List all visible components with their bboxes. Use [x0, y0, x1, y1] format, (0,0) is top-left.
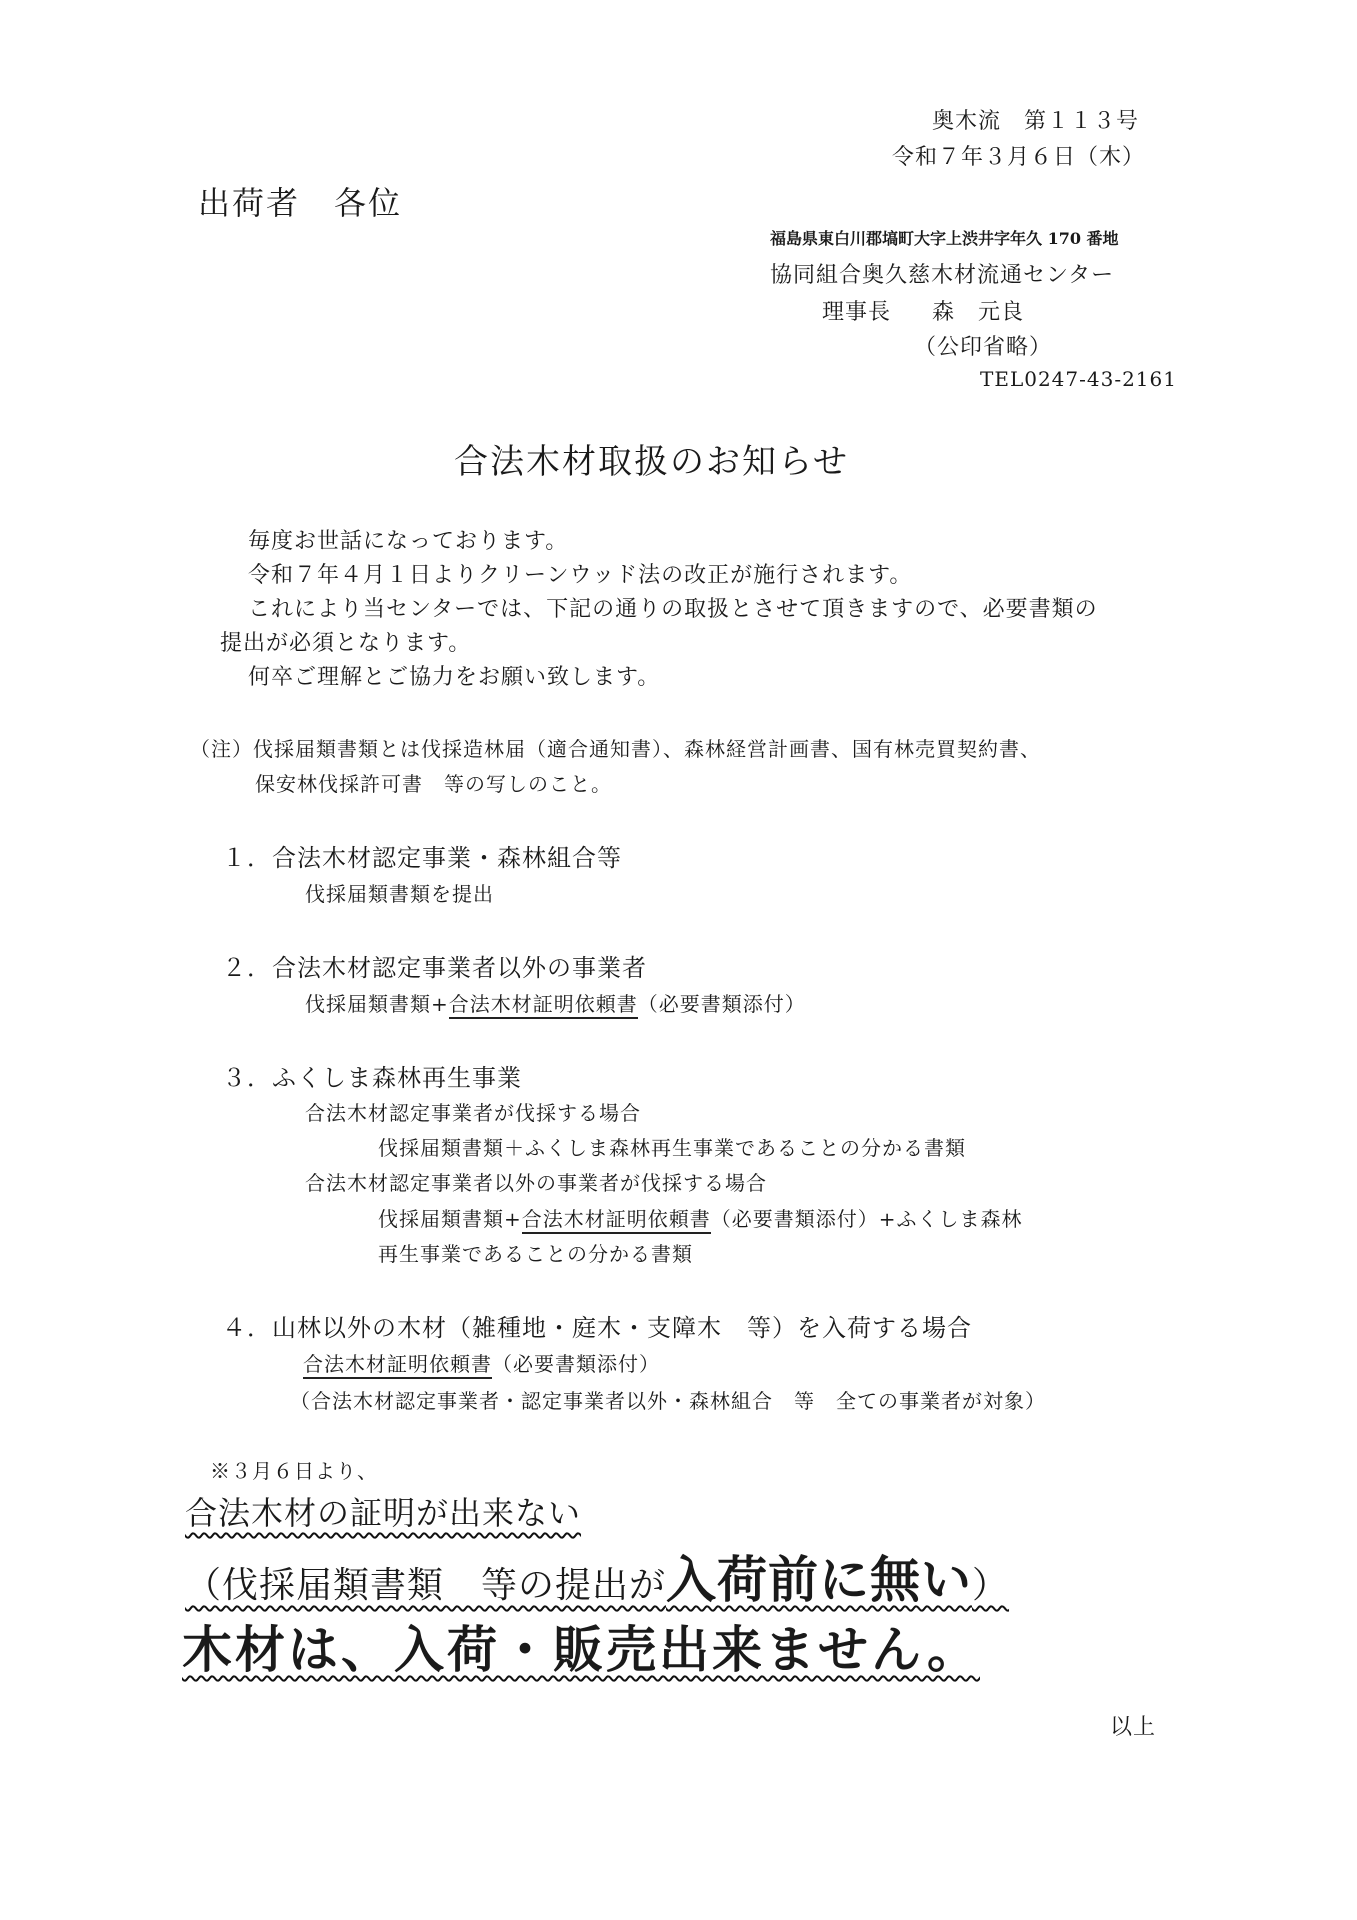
warning-emphasis: 入荷前に無い: [666, 1550, 973, 1609]
item-3-case-2: 合法木材認定事業者以外の事業者が伐採する場合: [305, 1171, 767, 1195]
item-3-form-name: 合法木材証明依頼書: [522, 1207, 711, 1234]
item-3-case-1-detail: 伐採届類書類＋ふくしま森林再生事業であることの分かる書類: [378, 1136, 966, 1160]
item-3-case-2-detail: [378, 1203, 1023, 1232]
chair-name: 森 元良: [932, 300, 1025, 325]
item-3-case-2-post: （必要書類添付）+ふくしま森林: [710, 1207, 1023, 1231]
closing: 以上: [1110, 1715, 1157, 1740]
item-2-heading: ２．合法木材認定事業者以外の事業者: [222, 954, 647, 982]
sender-address: 福島県東白川郡塙町大字上渋井字年久 170 番地: [770, 229, 1119, 248]
note-line-2: 保安林伐採許可書 等の写しのこと。: [255, 772, 612, 796]
intro-line-3: これにより当センターでは、下記の通りの取扱とさせて頂きますので、必要書類の: [248, 597, 1098, 622]
phone-number: TEL0247-43-2161: [980, 367, 1177, 391]
note-line-1: （注）伐採届類書類とは伐採造林届（適合通知書）、森林経営計画書、国有林売買契約書、: [190, 737, 1041, 761]
item-1-detail: 伐採届類書類を提出: [305, 882, 494, 906]
issue-date: 令和７年３月６日（木）: [891, 145, 1145, 170]
warning-effective-date: ※３月６日より、: [210, 1459, 378, 1483]
item-2-form-name: 合法木材証明依頼書: [449, 992, 638, 1019]
intro-line-2: 令和７年４月１日よりクリーンウッド法の改正が施行されます。: [248, 563, 913, 588]
item-4-detail-post: （必要書類添付）: [492, 1352, 660, 1376]
intro-line-1: 毎度お世話になっております。: [248, 529, 569, 554]
warning-line-1: 合法木材の証明が出来ない: [185, 1494, 582, 1532]
item-2-detail-post: （必要書類添付）: [637, 992, 806, 1016]
item-2-detail: [305, 988, 806, 1017]
item-4-heading: ４．山林以外の木材（雑種地・庭木・支障木 等）を入荷する場合: [222, 1314, 972, 1342]
item-3-case-2-pre: 伐採届類書類+: [378, 1207, 522, 1231]
intro-line-5: 何卒ご理解とご協力をお願い致します。: [248, 665, 661, 690]
warning-line-2: [185, 1540, 1009, 1612]
intro-line-4: 提出が必須となります。: [220, 631, 472, 656]
item-3-case-2-continued: 再生事業であることの分かる書類: [378, 1242, 693, 1266]
item-4-detail: [303, 1348, 660, 1377]
item-2-detail-pre: 伐採届類書類+: [305, 992, 449, 1016]
seal-omitted: （公印省略）: [914, 335, 1053, 360]
document-number: 奥木流 第１１３号: [931, 109, 1139, 134]
item-4-form-name: 合法木材証明依頼書: [303, 1352, 492, 1379]
item-3-heading: ３．ふくしま森林再生事業: [222, 1064, 522, 1092]
item-3-case-1: 合法木材認定事業者が伐採する場合: [305, 1101, 641, 1125]
warning-line-3: 木材は、入荷・販売出来ません。: [182, 1620, 980, 1679]
warning-line-2-post: ）: [972, 1565, 1010, 1606]
warning-line-2-pre: （伐採届類書類 等の提出が: [185, 1565, 667, 1606]
document-title: 合法木材取扱のお知らせ: [454, 442, 849, 482]
item-1-heading: １．合法木材認定事業・森林組合等: [222, 844, 622, 872]
chair-title: 理事長: [822, 300, 892, 325]
sender-organization: 協同組合奥久慈木材流通センター: [770, 263, 1115, 288]
addressee: 出荷者 各位: [198, 184, 403, 222]
item-4-scope: （合法木材認定事業者・認定事業者以外・森林組合 等 全ての事業者が対象）: [290, 1389, 1046, 1413]
